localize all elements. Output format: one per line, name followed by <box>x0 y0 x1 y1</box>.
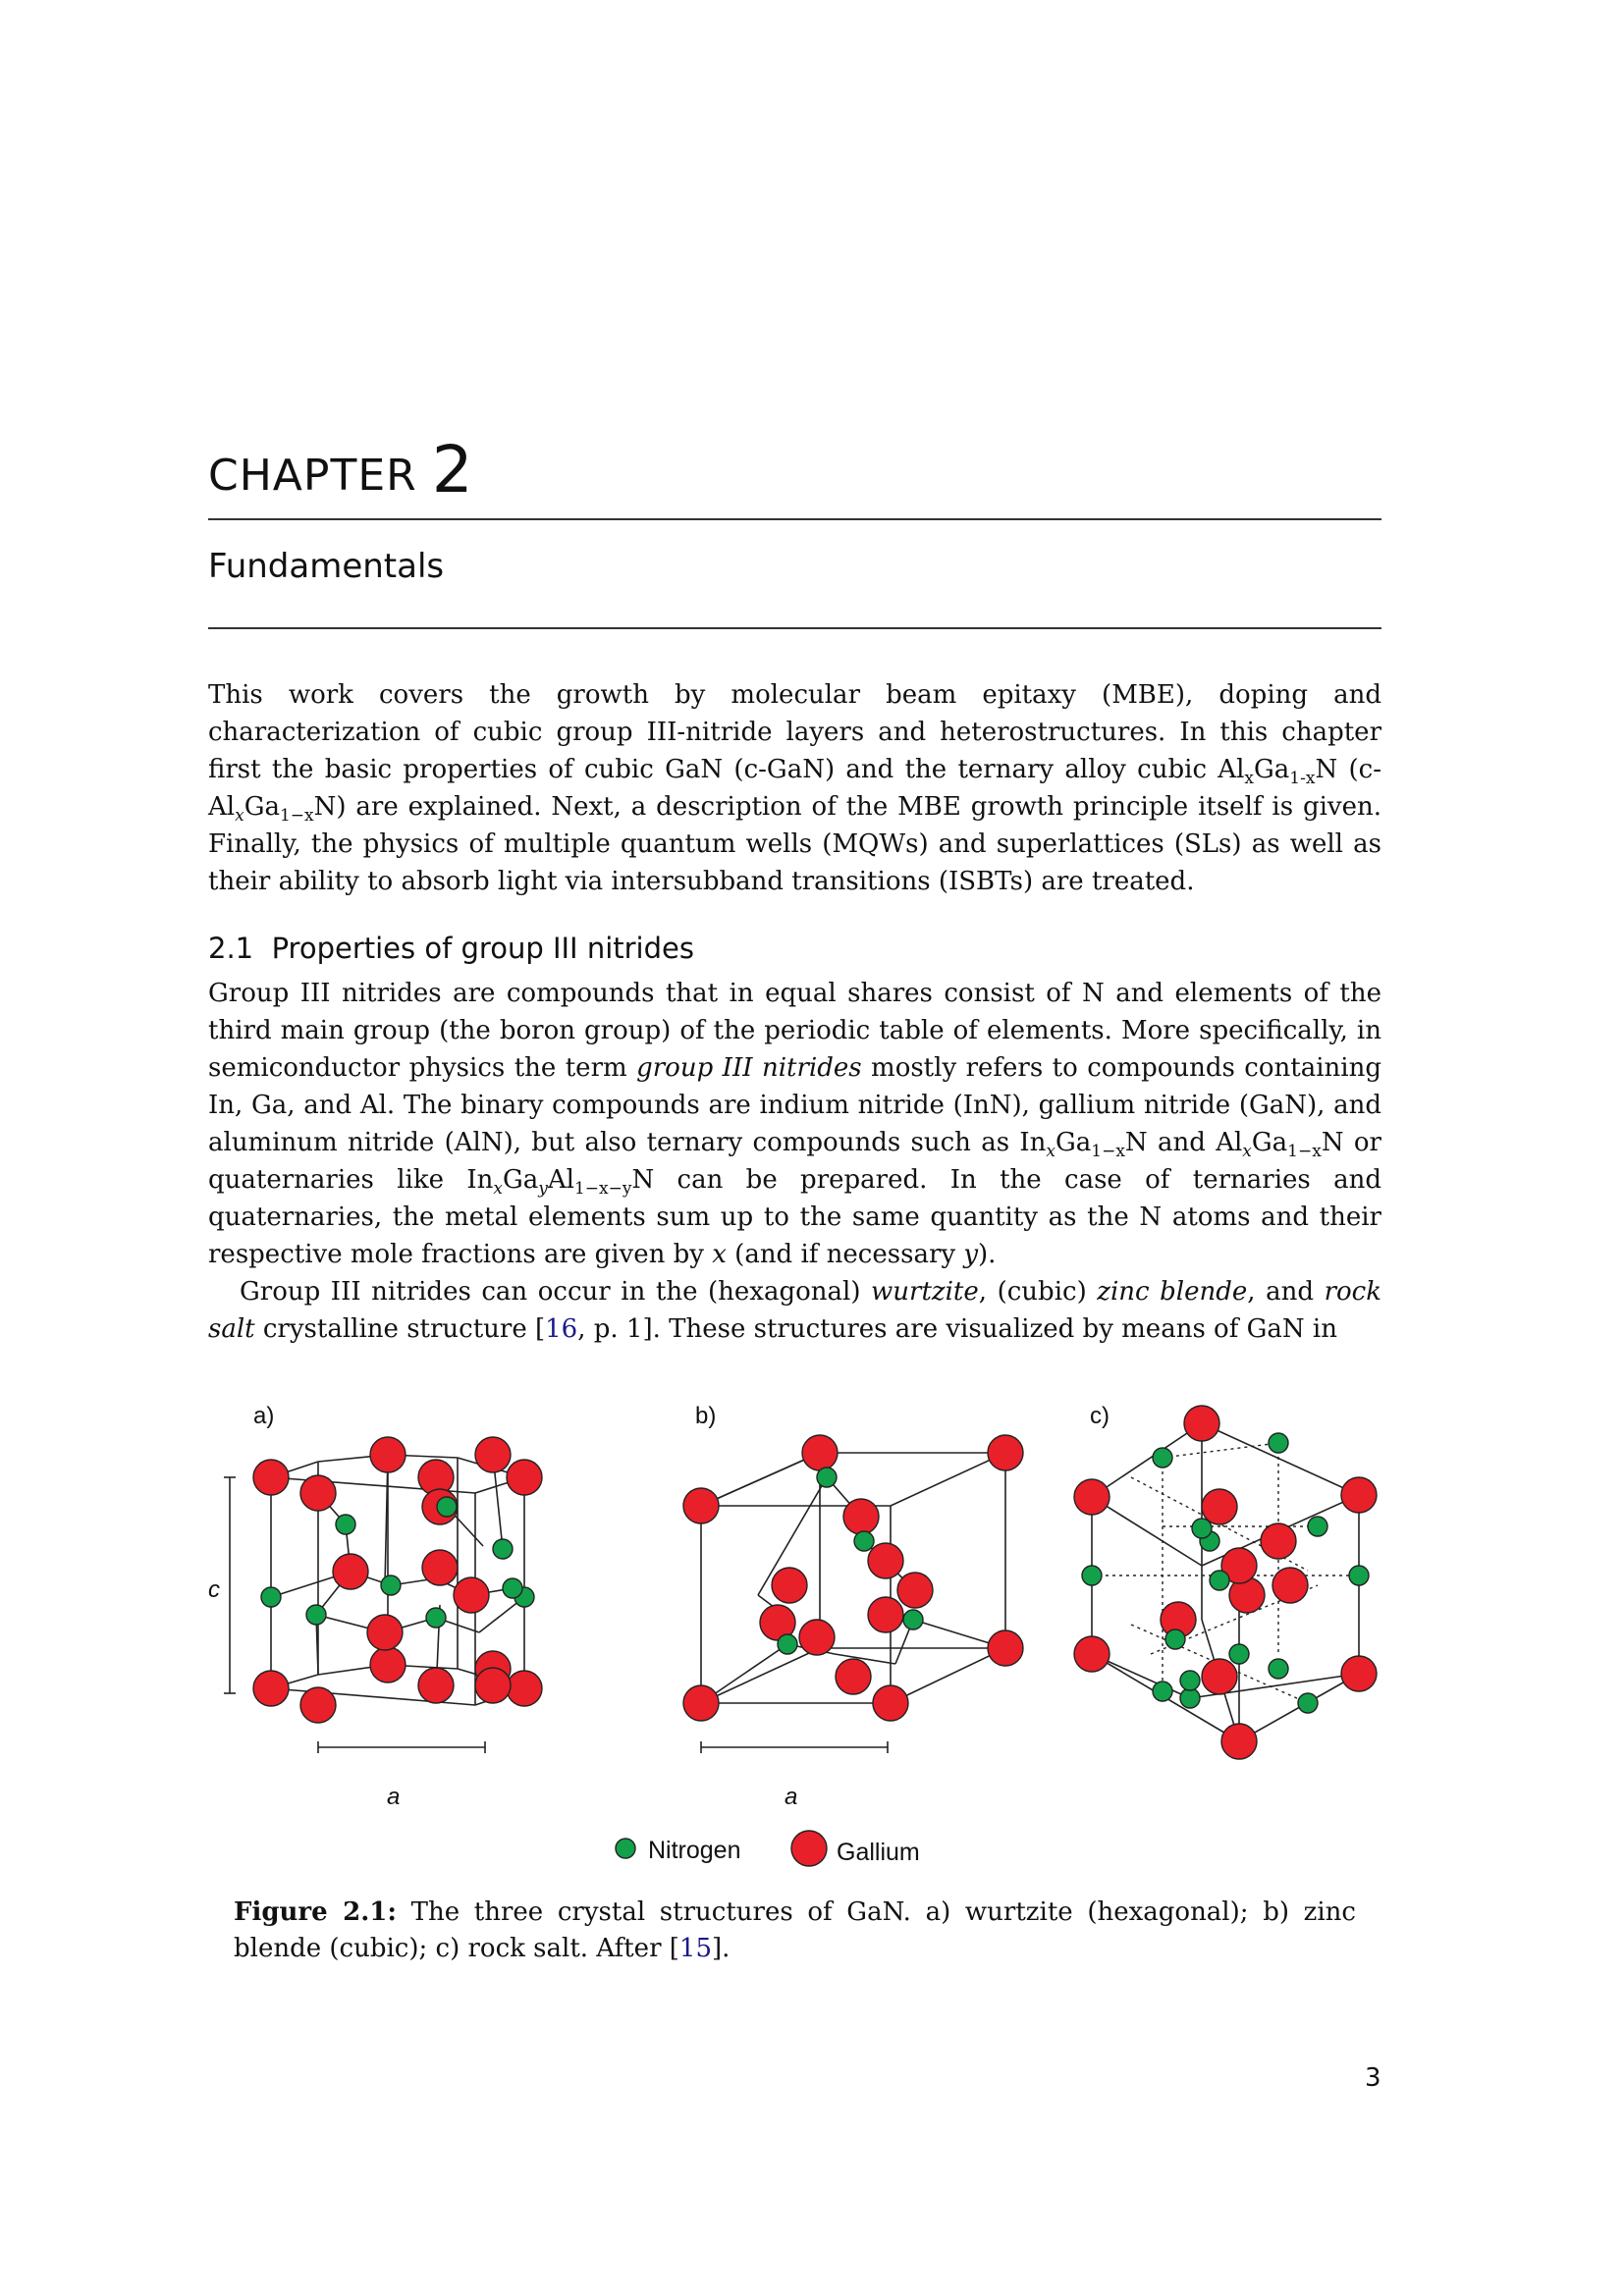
panel-c-label: c) <box>1090 1403 1110 1429</box>
panel-b-label: b) <box>695 1403 717 1429</box>
chapter-label <box>208 432 474 507</box>
bond-line <box>891 1648 1005 1703</box>
gallium-atom <box>1341 1477 1377 1513</box>
gallium-atom <box>1074 1479 1110 1515</box>
nitrogen-atom <box>616 1839 635 1858</box>
nitrogen-atom <box>1349 1566 1369 1585</box>
gallium-atom <box>507 1671 542 1706</box>
chapter-number: 2 <box>431 432 474 507</box>
gallium-atom <box>1202 1489 1237 1524</box>
gallium-atom <box>836 1659 871 1694</box>
caption-citation[interactable]: 15 <box>678 1934 713 1963</box>
gallium-atom <box>868 1597 903 1632</box>
intro-paragraph: This work covers the growth by molecular beam epitaxy (MBE), doping and characterization of cubic group III-nitride layers and heterostructures. In this chapter first the basic properties of cubic GaN (c-GaN) and the ternary alloy cubic $Al_xGa_{1-x}N$ $(c-Al_xGa_{1-x}N)$ are explained. Next, a description of the MBE growth principle itself is given. Finally, the physics of multiple quantum wells (MQWs) and superlattices (SLs) as well as their ability to absorb light via intersubband transitions (ISBTs) are treated. <box>208 680 1381 896</box>
gallium-atom <box>333 1554 368 1589</box>
gallium-atom <box>988 1630 1023 1666</box>
legend-gallium-marker <box>791 1831 827 1866</box>
nitrogen-atom <box>261 1587 281 1607</box>
caption-label: Figure 2.1: <box>234 1897 397 1927</box>
gallium-atom <box>1202 1659 1237 1694</box>
lattice-a-label-1: a <box>387 1784 401 1810</box>
chapter-rule-top <box>208 518 1381 520</box>
nitrogen-atom <box>306 1605 326 1625</box>
nitrogen-atom <box>503 1578 522 1598</box>
gallium-atom <box>1221 1724 1257 1759</box>
legend-nitrogen-label: Nitrogen <box>648 1837 741 1864</box>
gallium-atom <box>1272 1568 1308 1603</box>
gallium-atom <box>897 1573 933 1608</box>
gallium-atom <box>475 1668 511 1703</box>
chapter-title: Fundamentals <box>208 547 445 586</box>
gallium-atom <box>253 1460 289 1495</box>
nitrogen-atom <box>778 1634 797 1654</box>
nitrogen-atom <box>1192 1519 1212 1538</box>
gallium-atom <box>683 1685 719 1721</box>
nitrogen-atom <box>1269 1659 1288 1679</box>
chapter-word: CHAPTER <box>208 451 417 501</box>
nitrogen-atom <box>336 1515 355 1534</box>
nitrogen-atom <box>437 1497 457 1517</box>
gallium-atom <box>683 1488 719 1523</box>
bond-line <box>701 1648 820 1703</box>
gallium-atom <box>1074 1636 1110 1672</box>
nitrogen-atom <box>493 1539 513 1559</box>
gallium-atom <box>1184 1406 1219 1441</box>
lattice-a-label-2: a <box>785 1784 798 1810</box>
gallium-atom <box>253 1671 289 1706</box>
gallium-atom <box>418 1668 454 1703</box>
gallium-atom <box>988 1435 1023 1470</box>
section-number: 2.1 <box>208 932 254 965</box>
gallium-atom <box>507 1460 542 1495</box>
nitrogen-atom <box>1180 1671 1200 1690</box>
nitrogen-atom <box>1298 1693 1318 1713</box>
gallium-atom <box>1341 1656 1377 1691</box>
gallium-atom <box>422 1550 458 1585</box>
bond-line <box>1092 1423 1202 1497</box>
section-title: Properties of group III nitrides <box>271 932 694 965</box>
nitrogen-atom <box>854 1531 874 1551</box>
nitrogen-atom <box>1082 1566 1102 1585</box>
nitrogen-atom <box>1180 1688 1200 1708</box>
paragraph-2: Group III nitrides can occur in the (hexagonal) wurtzite, (cubic) zinc blende, and rock salt crystalline structure [16, p. 1]. These structures are visualized by means of GaN in <box>208 1277 1381 1344</box>
gallium-atom <box>454 1577 489 1613</box>
gallium-atom <box>300 1475 336 1511</box>
gallium-atom <box>1261 1523 1296 1559</box>
gallium-atom <box>370 1437 406 1472</box>
citation-link[interactable]: 16 <box>545 1314 578 1344</box>
nitrogen-atom <box>817 1468 837 1487</box>
nitrogen-atom <box>1165 1629 1185 1649</box>
nitrogen-atom <box>1153 1682 1172 1701</box>
gallium-atom <box>772 1568 807 1603</box>
nitrogen-atom <box>1269 1433 1288 1453</box>
lattice-c-label: c <box>208 1576 220 1603</box>
nitrogen-atom <box>381 1575 401 1595</box>
nitrogen-atom <box>903 1610 923 1629</box>
bond-line <box>891 1453 1005 1506</box>
crystal-structures-figure <box>208 1399 1381 1890</box>
chapter-rule-bottom <box>208 627 1381 629</box>
gallium-atom <box>367 1615 403 1650</box>
nitrogen-atom <box>1229 1644 1249 1664</box>
nitrogen-atom <box>1308 1517 1327 1536</box>
bond-line <box>701 1453 820 1506</box>
nitrogen-atom <box>1153 1448 1172 1468</box>
nitrogen-atom <box>426 1608 446 1628</box>
nitrogen-atom <box>1210 1571 1229 1590</box>
gallium-atom <box>868 1543 903 1578</box>
section-body <box>208 975 1381 1348</box>
legend-gallium-label: Gallium <box>837 1839 920 1866</box>
gallium-atom <box>799 1620 835 1655</box>
paragraph-1: Group III nitrides are compounds that in equal shares consist of N and elements of the third main group (the boron group) of the periodic table of elements. More specifically, in semiconductor physics the term group III nitrides mostly refers to compounds containing In, Ga, and Al. The binary compounds are indium nitride (InN), gallium nitride (GaN), and aluminum nitride (AlN), but also ternary compounds such as $In_xGa_{1-x}N$ and $Al_xGa_{1-x}N$ or quaternaries like $In_xGa_yAl_{1-x-y}N$ can be prepared. In the case of ternaries and quaternaries, the metal elements sum up to the same quantity as the N atoms and their respective mole fractions are given by x (and if necessary y). <box>208 979 1381 1269</box>
gallium-atom <box>802 1435 838 1470</box>
figure-svg <box>208 1399 1381 1890</box>
gallium-atom <box>475 1437 511 1472</box>
figure-caption: Figure 2.1: The three crystal structures of GaN. a) wurtzite (hexagonal); b) zinc blende (cubic); c) rock salt. After [15]. <box>234 1897 1356 1963</box>
bond-line <box>1092 1497 1202 1566</box>
panel-a-label: a) <box>253 1403 275 1429</box>
gallium-atom <box>300 1687 336 1723</box>
gallium-atom <box>843 1499 879 1534</box>
gallium-atom <box>873 1685 908 1721</box>
gallium-atom <box>370 1647 406 1682</box>
section-heading <box>208 932 694 965</box>
